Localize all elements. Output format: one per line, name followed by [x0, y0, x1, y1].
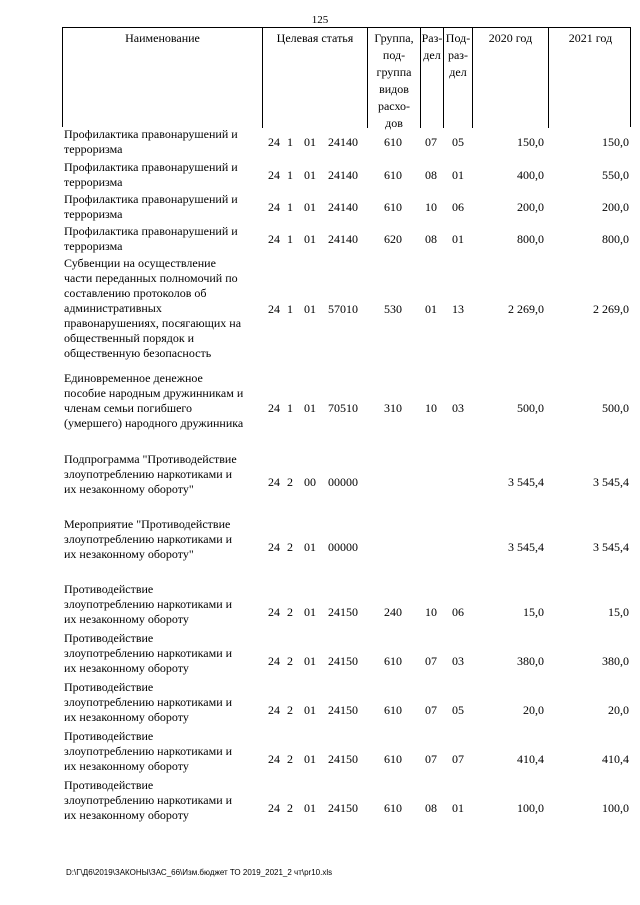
expense-group: 530: [384, 302, 402, 316]
podrazdel: 06: [452, 605, 464, 619]
row-name: Мероприятие "Противодействие злоупотреблению наркотиками и их незаконному обороту": [64, 517, 233, 561]
amount-2021: 100,0: [602, 801, 629, 815]
row-name: Противодействие злоупотреблению наркотиками и их незаконному обороту: [64, 631, 233, 675]
target-code-part4: 00000: [328, 540, 358, 554]
target-code-part1: 24: [268, 605, 280, 619]
target-code-part3: 01: [304, 401, 316, 415]
amount-2021: 380,0: [602, 654, 629, 668]
target-code-part3: 01: [304, 752, 316, 766]
target-code-part1: 24: [268, 654, 280, 668]
amount-2021: 150,0: [602, 135, 629, 149]
row-name: Единовременное денежное пособие народным дружинникам и членам семьи погибшего (умершего) народного дружинника: [64, 371, 244, 430]
target-code-part2: 2: [287, 540, 293, 554]
expense-group: 310: [384, 401, 402, 415]
target-code-part4: 57010: [328, 302, 358, 316]
amount-2021: 3 545,4: [593, 540, 629, 554]
target-code-part2: 1: [287, 232, 293, 246]
target-code-part2: 2: [287, 801, 293, 815]
razdel: 08: [425, 801, 437, 815]
amount-2020: 410,4: [517, 752, 544, 766]
podrazdel: 13: [452, 302, 464, 316]
header-podrazdel-label: Под- раз- дел: [445, 31, 471, 79]
header-target: [263, 28, 368, 128]
razdel: 01: [425, 302, 437, 316]
amount-2020: 150,0: [517, 135, 544, 149]
target-code-part1: 24: [268, 232, 280, 246]
podrazdel: 06: [452, 200, 464, 214]
razdel: 10: [425, 605, 437, 619]
target-code-part2: 1: [287, 168, 293, 182]
table-header: [62, 27, 631, 130]
target-code-part2: 2: [287, 654, 293, 668]
target-code-part1: 24: [268, 540, 280, 554]
target-code-part1: 24: [268, 200, 280, 214]
target-code-part4: 70510: [328, 401, 358, 415]
row-name: Субвенции на осуществление части переданных полномочий по составлению протоколов об административных правонарушениях, посягающих на общественный порядок и общественную безопасность: [64, 256, 242, 360]
amount-2020: 2 269,0: [508, 302, 544, 316]
target-code-part1: 24: [268, 801, 280, 815]
header-group-label: Группа, под- группа видов расхо- дов: [374, 31, 414, 130]
expense-group: 240: [384, 605, 402, 619]
header-podrazdel: [444, 28, 473, 128]
target-code-part3: 01: [304, 232, 316, 246]
amount-2021: 500,0: [602, 401, 629, 415]
razdel: 10: [425, 200, 437, 214]
target-code-part3: 01: [304, 135, 316, 149]
target-code-part2: 1: [287, 401, 293, 415]
page-number: 125: [311, 14, 329, 26]
expense-group: 610: [384, 703, 402, 717]
expense-group: 620: [384, 232, 402, 246]
podrazdel: 01: [452, 168, 464, 182]
razdel: 08: [425, 168, 437, 182]
target-code-part2: 1: [287, 135, 293, 149]
expense-group: 610: [384, 654, 402, 668]
podrazdel: 05: [452, 703, 464, 717]
target-code-part3: 01: [304, 703, 316, 717]
razdel: 08: [425, 232, 437, 246]
target-code-part1: 24: [268, 752, 280, 766]
target-code-part1: 24: [268, 135, 280, 149]
amount-2020: 20,0: [523, 703, 544, 717]
podrazdel: 07: [452, 752, 464, 766]
amount-2020: 3 545,4: [508, 475, 544, 489]
target-code-part4: 24140: [328, 135, 358, 149]
amount-2021: 410,4: [602, 752, 629, 766]
header-2021-label: 2021 год: [568, 31, 613, 45]
amount-2020: 200,0: [517, 200, 544, 214]
amount-2020: 15,0: [523, 605, 544, 619]
target-code-part1: 24: [268, 302, 280, 316]
target-code-part1: 24: [268, 475, 280, 489]
amount-2021: 15,0: [608, 605, 629, 619]
podrazdel: 01: [452, 801, 464, 815]
amount-2021: 2 269,0: [593, 302, 629, 316]
target-code-part3: 01: [304, 801, 316, 815]
file-path-footer: D:\Г\Д6\2019\ЗАКОНЫ\ЗАС_66\Изм.бюджет ТО 2019_2021_2 чт\рr10.xls: [66, 868, 333, 877]
expense-group: 610: [384, 200, 402, 214]
razdel: 07: [425, 135, 437, 149]
podrazdel: 03: [452, 401, 464, 415]
expense-group: 610: [384, 801, 402, 815]
target-code-part4: 24150: [328, 752, 358, 766]
target-code-part4: 24150: [328, 605, 358, 619]
row-name: Профилактика правонарушений и терроризма: [64, 160, 238, 189]
amount-2020: 400,0: [517, 168, 544, 182]
amount-2021: 800,0: [602, 232, 629, 246]
razdel: 10: [425, 401, 437, 415]
target-code-part4: 24150: [328, 801, 358, 815]
header-2020: [473, 28, 549, 128]
row-name: Профилактика правонарушений и терроризма: [64, 127, 238, 156]
expense-group: 610: [384, 168, 402, 182]
amount-2020: 800,0: [517, 232, 544, 246]
amount-2020: 3 545,4: [508, 540, 544, 554]
row-name: Профилактика правонарушений и терроризма: [64, 224, 238, 253]
header-group: [368, 28, 421, 128]
expense-group: 610: [384, 135, 402, 149]
target-code-part2: 2: [287, 703, 293, 717]
target-code-part4: 24150: [328, 654, 358, 668]
razdel: 07: [425, 703, 437, 717]
row-name: Противодействие злоупотреблению наркотиками и их незаконному обороту: [64, 778, 233, 822]
amount-2021: 200,0: [602, 200, 629, 214]
row-name: Противодействие злоупотреблению наркотиками и их незаконному обороту: [64, 729, 233, 773]
target-code-part4: 24150: [328, 703, 358, 717]
header-name-label: Наименование: [125, 31, 200, 45]
target-code-part4: 00000: [328, 475, 358, 489]
header-razdel-label: Раз- дел: [421, 31, 443, 62]
podrazdel: 03: [452, 654, 464, 668]
row-name: Противодействие злоупотреблению наркотиками и их незаконному обороту: [64, 582, 233, 626]
row-name: Противодействие злоупотреблению наркотиками и их незаконному обороту: [64, 680, 233, 724]
target-code-part3: 01: [304, 540, 316, 554]
target-code-part3: 01: [304, 302, 316, 316]
target-code-part3: 01: [304, 654, 316, 668]
target-code-part3: 00: [304, 475, 316, 489]
podrazdel: 05: [452, 135, 464, 149]
target-code-part4: 24140: [328, 200, 358, 214]
amount-2021: 550,0: [602, 168, 629, 182]
row-name: Профилактика правонарушений и терроризма: [64, 192, 238, 221]
razdel: 07: [425, 752, 437, 766]
header-2021: [549, 28, 632, 128]
header-name: [63, 28, 263, 128]
amount-2021: 20,0: [608, 703, 629, 717]
amount-2020: 100,0: [517, 801, 544, 815]
razdel: 07: [425, 654, 437, 668]
amount-2020: 500,0: [517, 401, 544, 415]
target-code-part2: 2: [287, 752, 293, 766]
target-code-part2: 2: [287, 475, 293, 489]
target-code-part2: 2: [287, 605, 293, 619]
podrazdel: 01: [452, 232, 464, 246]
target-code-part3: 01: [304, 200, 316, 214]
row-name: Подпрограмма "Противодействие злоупотреблению наркотиками и их незаконному обороту": [64, 452, 237, 496]
amount-2020: 380,0: [517, 654, 544, 668]
amount-2021: 3 545,4: [593, 475, 629, 489]
target-code-part1: 24: [268, 401, 280, 415]
target-code-part2: 1: [287, 200, 293, 214]
target-code-part4: 24140: [328, 168, 358, 182]
header-razdel: [421, 28, 444, 128]
header-target-label: Целевая статья: [276, 31, 354, 45]
target-code-part4: 24140: [328, 232, 358, 246]
target-code-part3: 01: [304, 605, 316, 619]
target-code-part1: 24: [268, 703, 280, 717]
target-code-part1: 24: [268, 168, 280, 182]
target-code-part3: 01: [304, 168, 316, 182]
header-2020-label: 2020 год: [488, 31, 533, 45]
expense-group: 610: [384, 752, 402, 766]
target-code-part2: 1: [287, 302, 293, 316]
